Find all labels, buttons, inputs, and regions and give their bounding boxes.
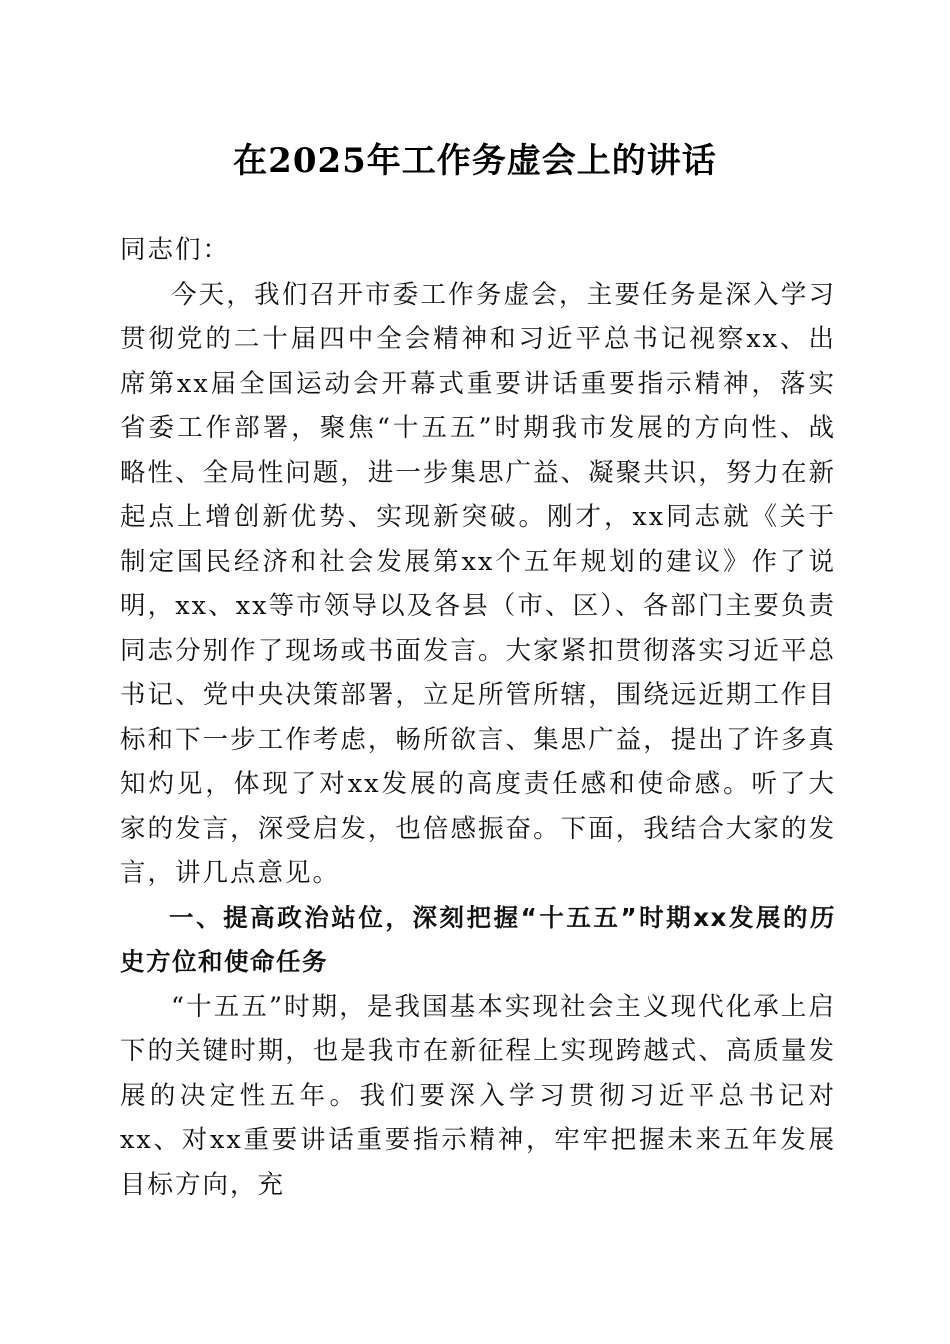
- section-heading-1: 一、提高政治站位，深刻把握“十五五”时期xx发展的历史方位和使命任务: [120, 902, 836, 976]
- salutation: 同志们：: [120, 235, 231, 265]
- intro-paragraph: 今天，我们召开市委工作务虚会，主要任务是深入学习贯彻党的二十届四中全会精神和习近平总书记视察xx、出席第xx届全国运动会开幕式重要讲话重要指示精神，落实省委工作部署，聚焦“十五五”时期我市发展的方向性、战略性、全局性问题，进一步集思广益、凝聚共识，努力在新起点上增创新优势、实现新突破。刚才，xx同志就《关于制定国民经济和社会发展第xx个五年规划的建议》作了说明，xx、xx等市领导以及各县（市、区）、各部门主要负责同志分别作了现场或书面发言。大家紧扣贯彻落实习近平总书记、党中央决策部署，立足所管所辖，围绕远近期工作目标和下一步工作考虑，畅所欲言、集思广益，提出了许多真知灼见，体现了对xx发展的高度责任感和使命感。听了大家的发言，深受启发，也倍感振奋。下面，我结合大家的发言，讲几点意见。: [120, 279, 836, 888]
- document-title: 在2025年工作务虚会上的讲话: [233, 141, 717, 181]
- section-1-paragraph: “十五五”时期，是我国基本实现社会主义现代化承上启下的关键时期，也是我市在新征程上实现跨越式、高质量发展的决定性五年。我们要深入学习贯彻习近平总书记对xx、对xx重要讲话重要指示精神，牢牢把握未来五年发展目标方向，充: [120, 991, 836, 1200]
- document-body: [120, 228, 836, 1207]
